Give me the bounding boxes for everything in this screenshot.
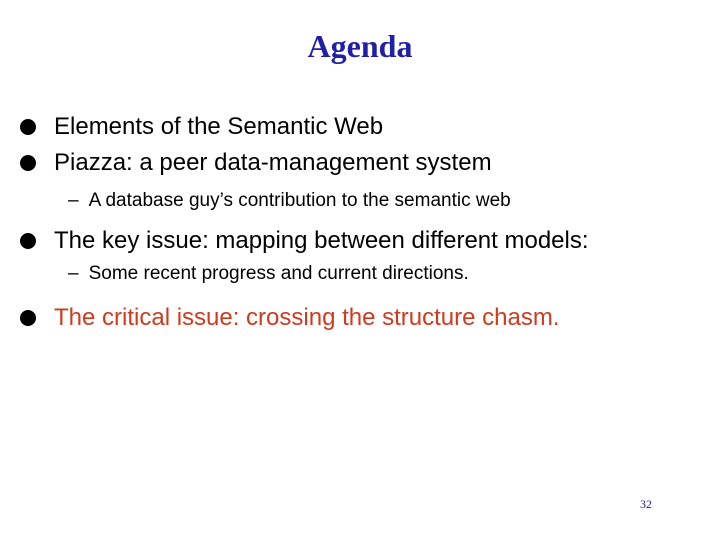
bullet-item	[20, 148, 492, 178]
bullet-text-highlight: The critical issue: crossing the structure chasm.	[54, 304, 560, 331]
bullet-text: Elements of the Semantic Web	[54, 113, 384, 140]
bullet-dot-icon	[20, 310, 36, 326]
bullet-dot-icon	[20, 233, 36, 249]
bullet-text: The key issue: mapping between different models:	[54, 227, 589, 254]
bullet-dot-icon	[20, 119, 36, 135]
bullet-item	[20, 303, 560, 333]
bullet-text: Piazza: a peer data-management system	[54, 149, 492, 176]
sub-bullet-item	[68, 189, 511, 213]
sub-bullet-item	[68, 262, 469, 286]
page-number: 32	[640, 497, 652, 511]
bullet-dot-icon	[20, 155, 36, 171]
slide-title: Agenda	[307, 28, 413, 64]
sub-bullet-text: A database guy’s contribution to the semantic web	[88, 190, 511, 211]
bullet-item	[20, 226, 589, 256]
bullet-item	[20, 112, 383, 142]
sub-bullet-dash: –	[68, 190, 79, 211]
sub-bullet-dash: –	[68, 263, 79, 284]
sub-bullet-text: Some recent progress and current directions.	[88, 263, 469, 284]
